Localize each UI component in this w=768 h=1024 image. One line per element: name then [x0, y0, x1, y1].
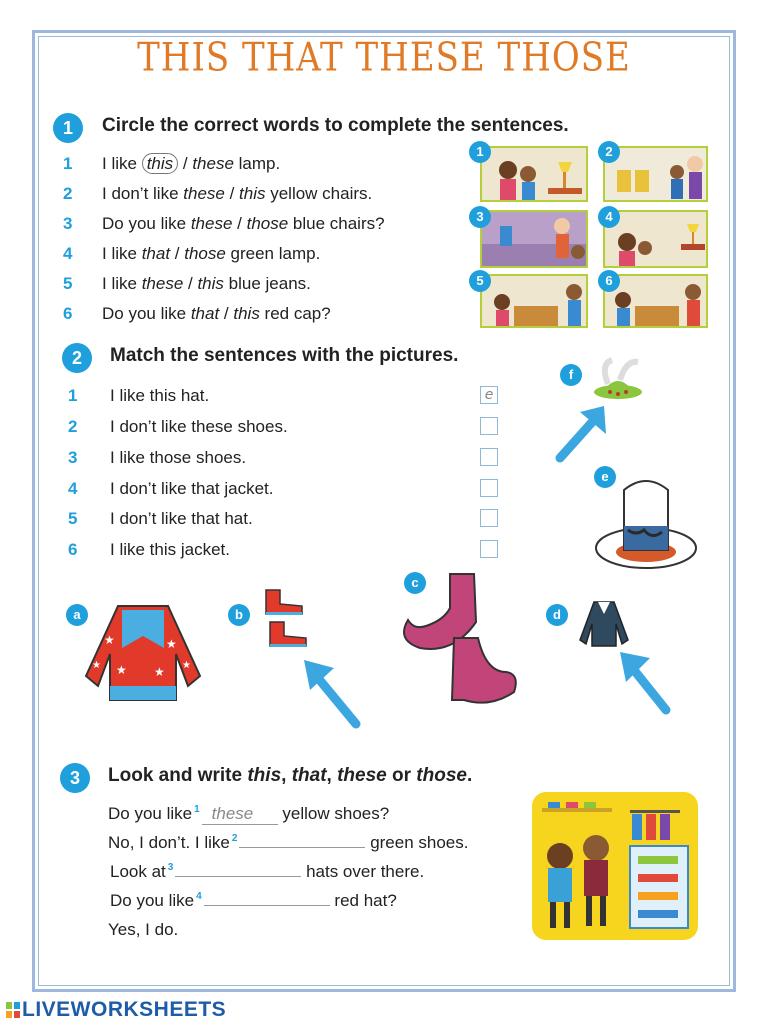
s3-line — [110, 862, 424, 882]
label-b-badge: b — [228, 604, 250, 626]
s2-item-number: 3 — [68, 448, 78, 467]
s3-heading-text: . — [466, 765, 473, 786]
s1-option[interactable]: these — [192, 154, 234, 173]
s3-line — [108, 920, 178, 940]
s3-heading-word: that — [291, 765, 327, 786]
picture-2-badge: 2 — [598, 141, 620, 163]
s1-sentence — [102, 214, 385, 234]
cap-stall-illustration — [605, 276, 708, 328]
yellow-chairs-illustration — [605, 148, 708, 202]
svg-text:★: ★ — [116, 663, 127, 677]
s2-sentence: I don’t like these shoes. — [110, 417, 288, 436]
s3-heading-text: Look and write — [108, 765, 248, 786]
s3-text: yellow shoes? — [282, 804, 390, 823]
section-3-heading — [108, 765, 472, 787]
s3-heading-word: these — [337, 765, 387, 786]
s1-text: red cap? — [259, 304, 331, 323]
s2-answer-box[interactable] — [480, 540, 498, 558]
s2-sentence: I like those shoes. — [110, 448, 247, 467]
s1-option[interactable]: this — [239, 184, 266, 203]
s1-item-number: 2 — [63, 184, 73, 203]
s1-text: I like — [102, 274, 142, 293]
label-e-badge: e — [594, 466, 616, 488]
section-1-badge: 1 — [53, 113, 83, 143]
dark-jacket-icon — [578, 600, 630, 648]
shoe-shop-illustration — [532, 792, 698, 940]
s3-gap-number: 1 — [194, 804, 200, 816]
s3-heading-word: those — [416, 765, 467, 786]
svg-text:★: ★ — [182, 660, 191, 671]
s1-sep: / — [170, 244, 185, 263]
s1-item-number: 1 — [63, 154, 73, 173]
s1-text: Do you like — [102, 304, 191, 323]
s1-option[interactable]: that — [190, 304, 220, 323]
s1-option[interactable]: these — [141, 274, 184, 293]
s3-heading-text: or — [386, 765, 417, 786]
s3-heading-text: , — [281, 765, 292, 786]
s1-text: Do you like — [102, 214, 191, 233]
svg-text:★: ★ — [154, 665, 165, 679]
s3-heading-text: , — [326, 765, 338, 786]
section-2-badge: 2 — [62, 343, 92, 373]
s2-item-number: 1 — [68, 386, 78, 405]
s2-sentence: I don’t like that hat. — [110, 509, 253, 528]
s1-option[interactable]: these — [190, 214, 233, 233]
svg-text:★: ★ — [166, 637, 177, 651]
s1-sep: / — [232, 214, 247, 233]
feathered-hat-icon — [592, 356, 648, 404]
s3-text: Do you like — [108, 804, 193, 823]
s3-answer-field[interactable]: these — [202, 804, 278, 825]
picture-5-scene — [480, 274, 588, 328]
worksheet-title: THIS THAT THESE THOSE — [137, 35, 631, 81]
s1-sep: / — [183, 274, 198, 293]
picture-1-badge: 1 — [469, 141, 491, 163]
blue-chairs-illustration — [482, 212, 588, 268]
s2-item-number: 6 — [68, 540, 78, 559]
s1-option[interactable]: this — [233, 304, 260, 323]
s1-sep: / — [219, 304, 234, 323]
s1-option-circled[interactable]: this — [142, 153, 178, 174]
green-lamp-illustration — [605, 212, 708, 268]
s3-text: Yes, I do. — [108, 920, 179, 939]
s3-gap-number: 4 — [196, 891, 202, 903]
s2-item-number: 4 — [68, 479, 78, 498]
label-f-badge: f — [560, 364, 582, 386]
logo-grid-icon — [6, 1002, 20, 1018]
s1-option[interactable]: that — [141, 244, 171, 263]
svg-text:★: ★ — [92, 660, 101, 671]
s2-sentence: I like this hat. — [110, 386, 210, 405]
s1-text: blue jeans. — [223, 274, 311, 293]
s2-sentence: I don’t like that jacket. — [110, 479, 274, 498]
section-1-heading: Circle the correct words to complete the sentences. — [102, 115, 569, 136]
s3-text: hats over there. — [306, 862, 425, 881]
s1-text: I like — [102, 244, 142, 263]
s1-item-number: 6 — [63, 304, 73, 323]
s1-text: I don’t like — [102, 184, 184, 203]
red-boots-icon — [262, 586, 308, 652]
s2-sentence: I like this jacket. — [110, 540, 230, 559]
star-jacket-icon — [80, 596, 206, 708]
s3-text: No, I don’t. I like — [108, 833, 230, 852]
footer-text: LIVEWORKSHEETS — [22, 998, 227, 1021]
s3-text: Look at — [110, 862, 166, 881]
s1-sentence — [102, 244, 320, 264]
section-2-heading: Match the sentences with the pictures. — [110, 345, 459, 366]
s2-answer-box[interactable] — [480, 509, 498, 527]
s1-sentence — [102, 154, 280, 174]
s1-sep: / — [178, 154, 193, 173]
s3-gap-number: 2 — [231, 833, 238, 845]
arrow-f-icon — [552, 404, 608, 464]
s1-text: lamp. — [233, 154, 281, 173]
label-d-badge: d — [546, 604, 568, 626]
s2-item-number: 2 — [68, 417, 78, 436]
liveworksheets-logo — [6, 998, 226, 1022]
s1-sentence — [102, 274, 311, 294]
s3-answer-field[interactable] — [175, 876, 301, 877]
s1-sep: / — [224, 184, 240, 203]
s1-sentence — [102, 184, 372, 204]
arrow-d-icon — [618, 648, 674, 716]
s2-answer-box[interactable] — [480, 417, 498, 435]
s1-text: I like — [102, 154, 142, 173]
s1-sentence — [102, 304, 331, 324]
s1-option[interactable]: these — [183, 184, 225, 203]
section-3-badge: 3 — [60, 763, 90, 793]
s1-option[interactable]: this — [197, 274, 224, 293]
picture-3-scene — [480, 210, 588, 268]
s1-option[interactable]: those — [246, 214, 289, 233]
cowboy-hat-icon — [592, 470, 698, 576]
s1-text: blue chairs? — [288, 214, 385, 233]
label-a-badge: a — [66, 604, 88, 626]
s3-line — [108, 833, 468, 853]
s1-text: green lamp. — [225, 244, 321, 263]
s2-answer-box[interactable]: e — [480, 386, 498, 404]
lamp-scene-illustration — [482, 148, 588, 202]
s3-text: red hat? — [334, 891, 397, 910]
s3-text: green shoes. — [370, 833, 469, 852]
arrow-b-icon — [300, 656, 364, 730]
svg-text:★: ★ — [104, 633, 115, 647]
s3-line — [108, 804, 389, 825]
s3-text: Do you like — [110, 891, 195, 910]
picture-3-badge: 3 — [469, 206, 491, 228]
s3-line — [110, 891, 397, 911]
jeans-stall-illustration — [482, 276, 588, 328]
label-c-badge: c — [404, 572, 426, 594]
s1-item-number: 4 — [63, 244, 73, 263]
s1-option[interactable]: those — [184, 244, 226, 263]
s2-answer-box[interactable] — [480, 479, 498, 497]
pink-boots-icon — [394, 568, 524, 712]
s3-gap-number: 3 — [167, 862, 174, 874]
s1-text: yellow chairs. — [265, 184, 373, 203]
s3-answer-field[interactable] — [239, 847, 365, 848]
s1-item-number: 5 — [63, 274, 73, 293]
s3-heading-word: this — [247, 765, 282, 786]
s2-item-number: 5 — [68, 509, 78, 528]
picture-6-badge: 6 — [598, 270, 620, 292]
s2-answer-box[interactable] — [480, 448, 498, 466]
picture-4-badge: 4 — [598, 206, 620, 228]
picture-5-badge: 5 — [469, 270, 491, 292]
s1-item-number: 3 — [63, 214, 73, 233]
picture-1-scene — [480, 146, 588, 202]
s3-answer-field[interactable] — [204, 905, 330, 906]
